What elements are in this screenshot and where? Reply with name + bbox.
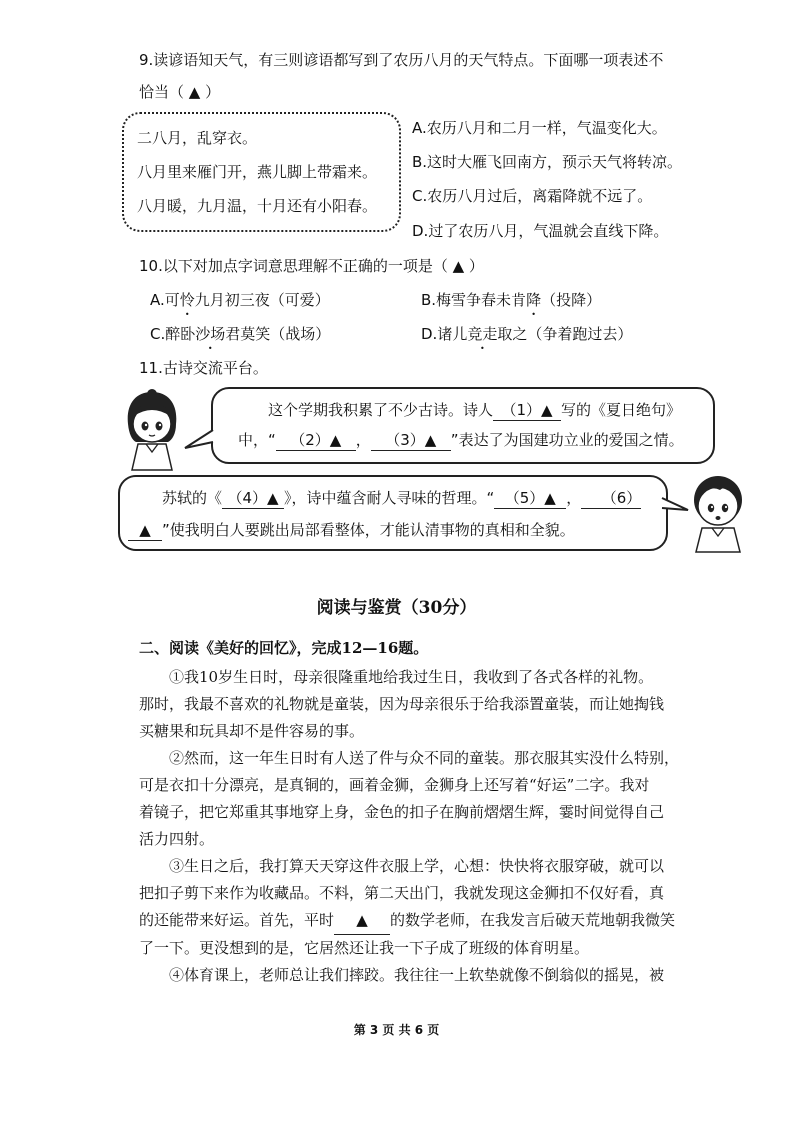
passage-line: ②然而，这一年生日时有人送了件与众不同的童装。那衣服其实没什么特别， — [169, 749, 680, 767]
passage-text: 的还能带来好运。首先，平时 — [139, 911, 335, 929]
page-footer: 第 3 页 共 6 页 — [353, 1023, 440, 1037]
bubble1-line1 — [268, 400, 681, 421]
q9-option-c: C.农历八月过后，离霜降就不远了。 — [412, 187, 653, 205]
passage-line: ③生日之后，我打算天天穿这件衣服上学，心想：快快将衣服穿破，就可以 — [169, 857, 665, 875]
proverb-3: 八月暖，九月温，十月还有小阳春。 — [137, 197, 378, 215]
answer-blank-5[interactable]: （5）▲ — [494, 488, 566, 509]
q9-option-a: A.农历八月和二月一样，气温变化大。 — [412, 119, 667, 137]
bubble1-text-c: 中，“ — [238, 431, 276, 449]
passage-line: ④体育课上，老师总让我们摔跤。我往往一上软垫就像不倒翁似的摇晃，被 — [169, 966, 665, 984]
bubble2-text-a: 苏轼的《 — [162, 489, 223, 507]
passage-line: 买糖果和玩具却不是件容易的事。 — [139, 722, 365, 740]
answer-blank-6-part1[interactable]: （6） — [581, 488, 641, 509]
q10-c-dotted-word: 沙场 — [195, 325, 226, 343]
bubble1-text-d: ”表达了为国建功立业的爱国之情。 — [450, 431, 684, 449]
bubble1-line2 — [238, 430, 684, 451]
bubble2-text-b: 》，诗中蕴含耐人寻味的哲理。“ — [284, 489, 495, 507]
q9-option-b: B.这时大雁飞回南方，预示天气将转凉。 — [412, 153, 683, 171]
bubble1-text-a: 这个学期我积累了不少古诗。诗人 — [268, 401, 494, 419]
answer-blank-3[interactable]: （3）▲ — [371, 430, 451, 451]
passage-line-with-blank — [139, 907, 709, 935]
q10-d-pre: D.诸儿 — [421, 325, 468, 343]
q10-a-dotted-word: 怜 — [179, 291, 195, 309]
q10-option-b — [421, 290, 601, 310]
passage-line: 活力四射。 — [139, 830, 215, 848]
proverb-2: 八月里来雁门开，燕儿脚上带霜来。 — [137, 163, 378, 181]
q10-d-post: 取之（争着跑过去） — [497, 325, 633, 343]
bubble-tail-left — [183, 428, 215, 452]
q10-a-pre: A.可 — [150, 291, 180, 309]
answer-blank-1[interactable]: （1）▲ — [493, 400, 561, 421]
boy-illustration — [686, 470, 750, 554]
passage-line: 着镜子，把它郑重其事地穿上身，金色的扣子在胸前熠熠生辉，霎时间觉得自己 — [139, 803, 665, 821]
passage-line: 把扣子剪下来作为收藏品。不料，第二天出门，我就发现这金狮扣不仅好看，真 — [139, 884, 665, 902]
q9-option-d: D.过了农历八月，气温就会直线下降。 — [412, 222, 669, 240]
passage-line: 可是衣扣十分漂亮，是真铜的，画着金狮，金狮身上还写着“好运”二字。我对 — [139, 776, 650, 794]
proverb-1: 二八月，乱穿衣。 — [137, 129, 258, 147]
passage-line: 了一下。更没想到的是，它居然还让我一下子成了班级的体育明星。 — [139, 939, 590, 957]
section-subtitle: 二、阅读《美好的回忆》，完成12—16题。 — [139, 639, 429, 657]
bubble1-text-b: 写的《夏日绝句》 — [561, 401, 682, 419]
q10-c-post: 君莫笑（战场） — [225, 325, 331, 343]
q10-b-pre: B.梅雪争春未肯 — [421, 291, 527, 309]
answer-blank-4[interactable]: （4）▲ — [222, 488, 284, 509]
passage-line: ①我10岁生日时，母亲很隆重地给我过生日，我收到了各式各样的礼物。 — [169, 668, 654, 686]
q10-b-dotted-word: 降 — [526, 291, 542, 309]
speech-bubble-girl — [211, 387, 715, 464]
bubble2-comma: ， — [566, 489, 582, 507]
q10-d-dotted-word: 竞走 — [467, 325, 498, 343]
q9-stem-line1: 9.读谚语知天气，有三则谚语都写到了农历八月的天气特点。下面哪一项表述不 — [139, 51, 664, 69]
q10-a-post: 九月初三夜（可爱） — [194, 291, 330, 309]
passage — [139, 664, 709, 989]
bubble2-text-c: ”使我明白人要跳出局部看整体，才能认清事物的真相和全貌。 — [162, 521, 575, 539]
bubble2-line1 — [162, 488, 641, 509]
section-title: 阅读与鉴赏（30分） — [316, 598, 477, 618]
passage-text: 的数学老师，在我发言后破天荒地朝我微笑 — [390, 911, 676, 929]
girl-illustration — [120, 388, 184, 472]
q9-stem-line2: 恰当（ ▲ ） — [139, 83, 221, 101]
answer-blank-2[interactable]: （2）▲ — [276, 430, 356, 451]
q10-stem: 10.以下对加点字词意思理解不正确的一项是（ ▲ ） — [139, 257, 484, 275]
q10-option-a — [150, 290, 330, 310]
passage-answer-blank[interactable]: ▲ — [334, 907, 390, 935]
q10-b-post: （投降） — [541, 291, 602, 309]
bubble2-line2 — [128, 520, 575, 541]
q11-stem: 11.古诗交流平台。 — [139, 359, 268, 377]
bubble1-comma: ， — [355, 431, 371, 449]
q10-option-d — [421, 324, 632, 344]
passage-line: 那时，我最不喜欢的礼物就是童装，因为母亲很乐于给我添置童装，而让她掏钱 — [139, 695, 665, 713]
answer-blank-6-part2[interactable]: ▲ — [128, 520, 162, 541]
q10-option-c — [150, 324, 330, 344]
q10-c-pre: C.醉卧 — [150, 325, 196, 343]
